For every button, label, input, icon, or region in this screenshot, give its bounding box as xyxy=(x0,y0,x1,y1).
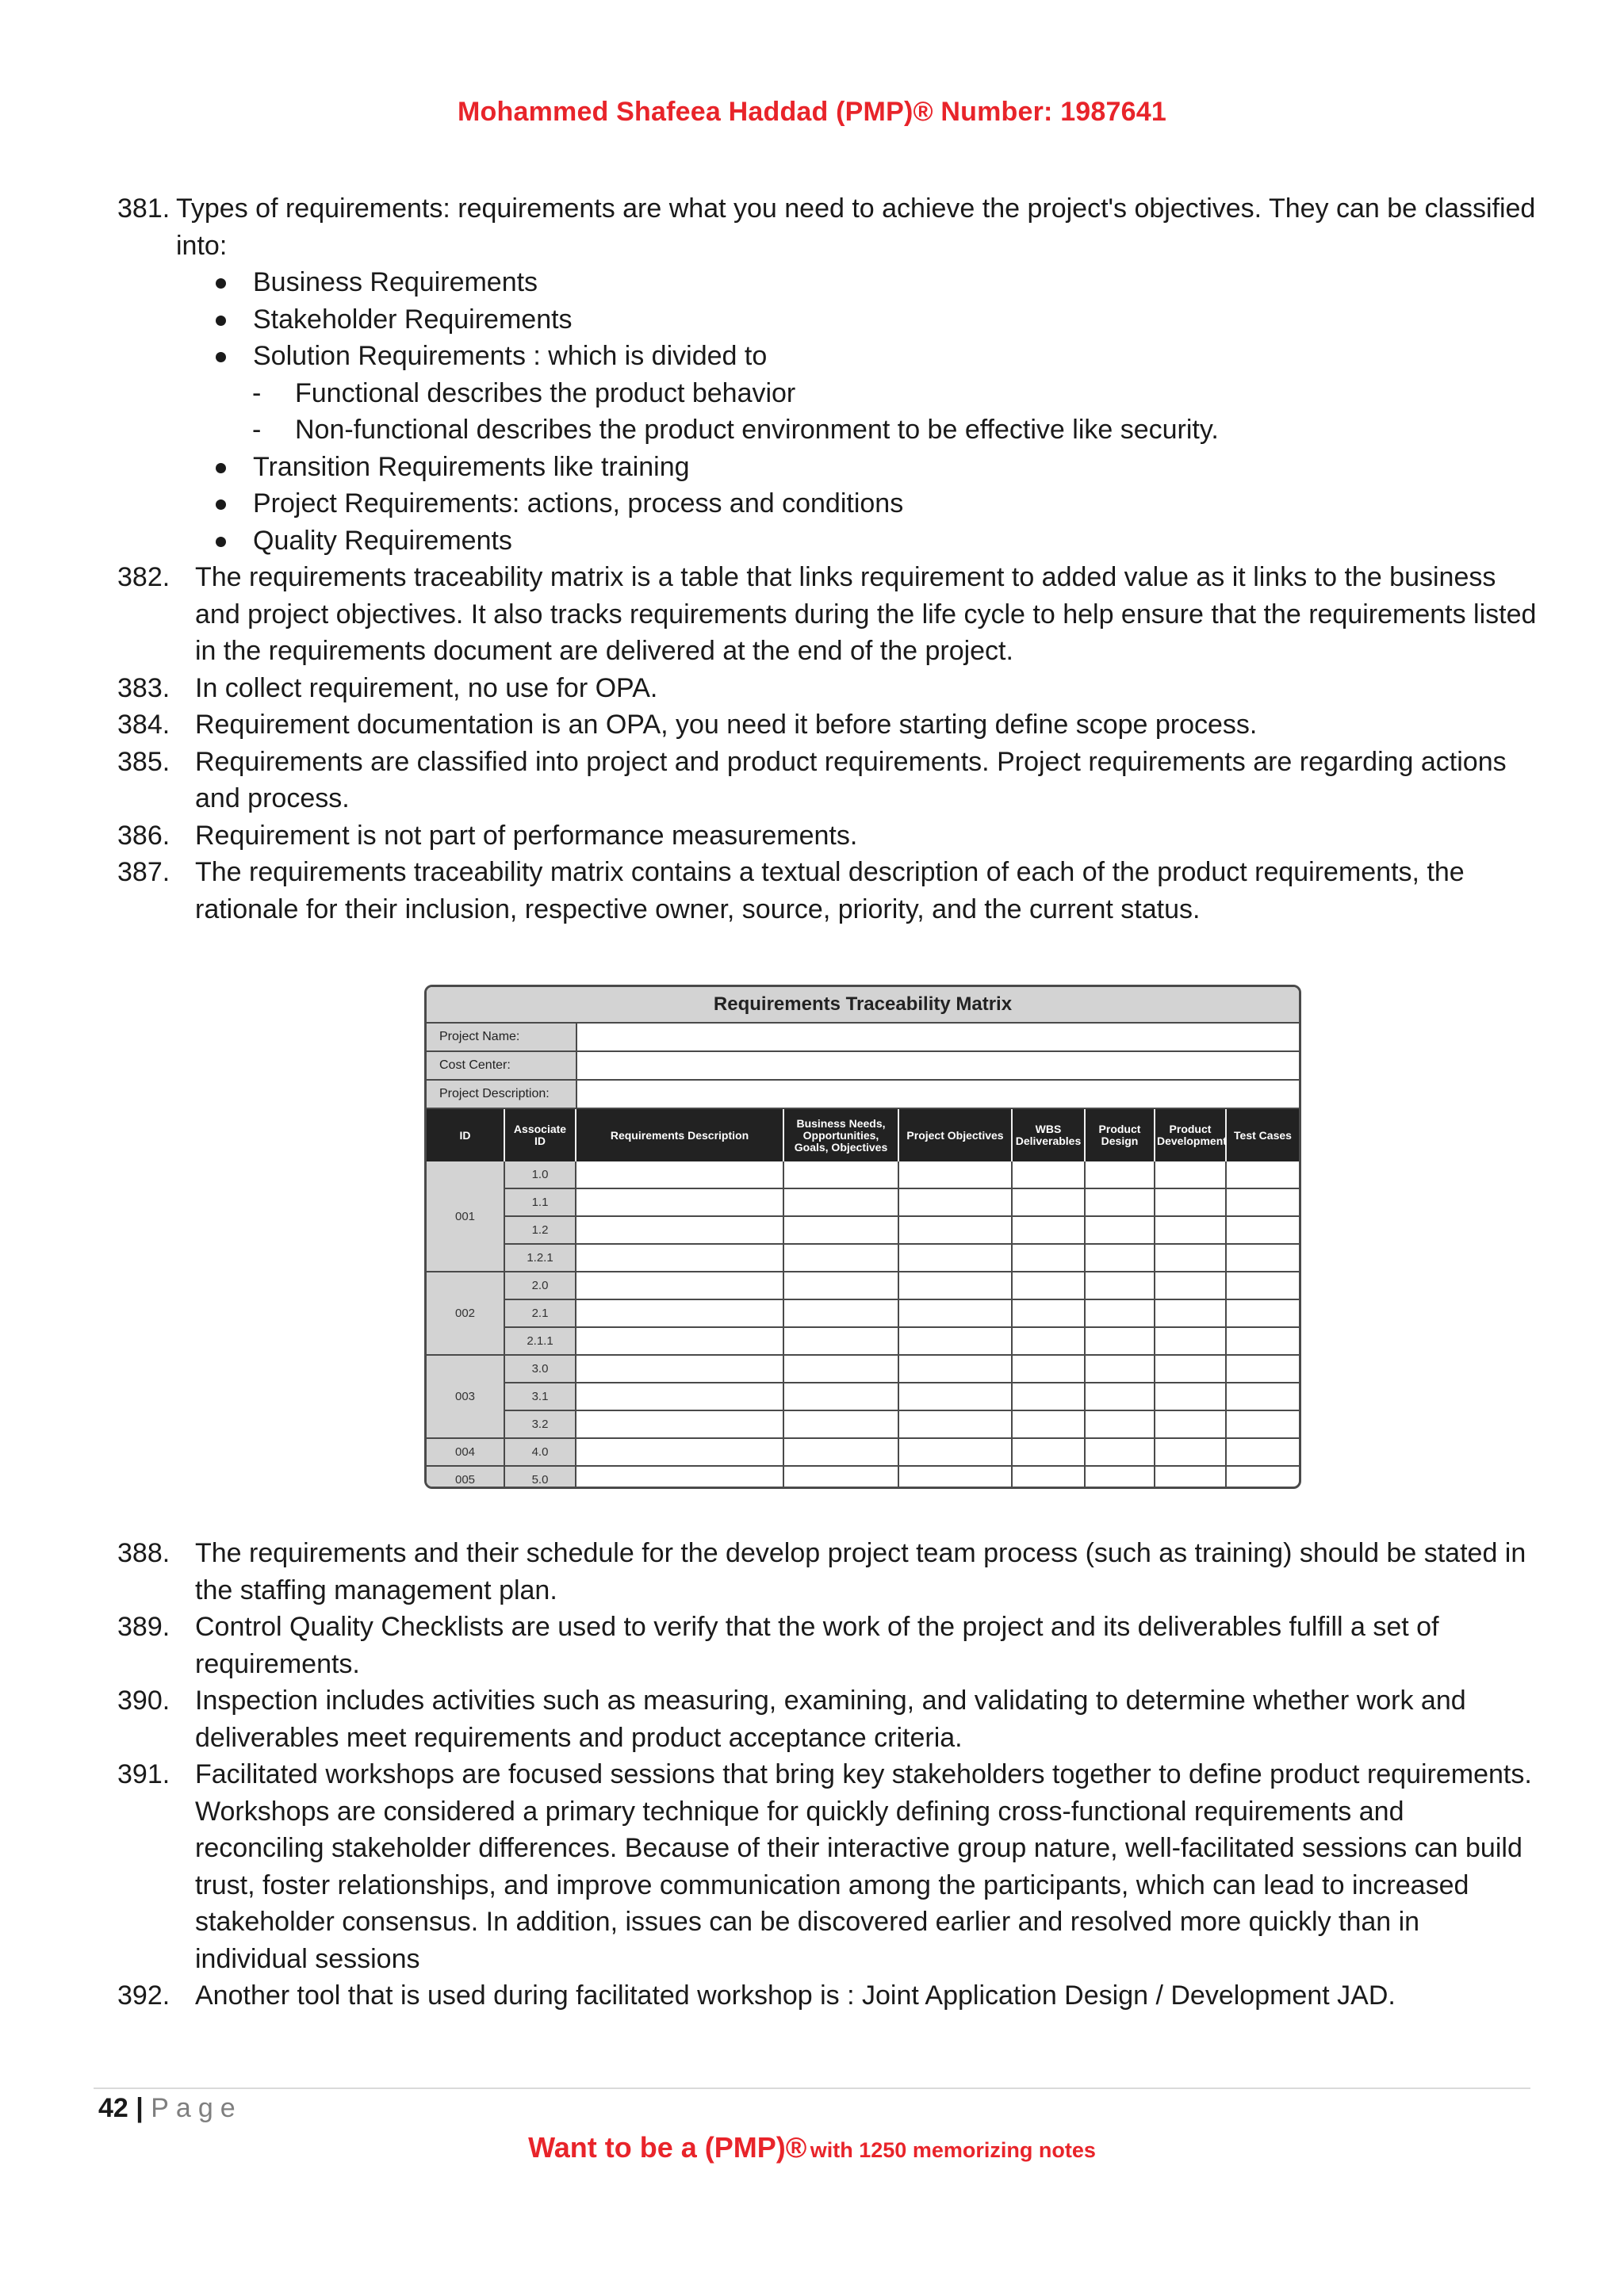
meta-value xyxy=(577,1052,1299,1079)
note-text: Requirement documentation is an OPA, you need it before starting define scope process. xyxy=(195,710,1258,740)
list-item: Transition Requirements like training xyxy=(117,449,1537,486)
associate-id-cell: 1.2.1 xyxy=(504,1244,576,1272)
note-number: 387. xyxy=(117,857,170,887)
matrix-header-row xyxy=(427,1109,1299,1161)
meta-label: Cost Center: xyxy=(427,1052,577,1079)
table-row xyxy=(427,1161,1299,1188)
note-text: The requirements traceability matrix contains a textual description of each of the product requirements, the rationale for their inclusion, respective owner, source, priority, and the current status. xyxy=(195,857,1465,924)
footer-divider xyxy=(94,2087,1530,2089)
footer-note-sub: with 1250 memorizing notes xyxy=(810,2138,1096,2162)
note-text: The requirements and their schedule for the develop project team process (such as training) should be stated in the staffing management plan. xyxy=(195,1538,1526,1605)
meta-row-cost-center xyxy=(427,1052,1299,1081)
table-row xyxy=(427,1355,1299,1383)
list-item: Project Requirements: actions, process and conditions xyxy=(117,485,1537,522)
note-item xyxy=(117,817,1537,855)
group-id-cell: 001 xyxy=(427,1161,504,1272)
note-item xyxy=(117,670,1537,707)
footer-note-main: Want to be a (PMP)® xyxy=(528,2131,807,2164)
associate-id-cell: 1.1 xyxy=(504,1188,576,1216)
group-id-cell: 005 xyxy=(427,1466,504,1489)
page-header: Mohammed Shafeea Haddad (PMP)® Number: 1987641 xyxy=(458,97,1166,127)
note-item xyxy=(117,1535,1537,1609)
associate-id-cell: 3.2 xyxy=(504,1410,576,1438)
table-row xyxy=(427,1383,1299,1410)
table-row xyxy=(427,1466,1299,1489)
table-row xyxy=(427,1216,1299,1244)
note-item xyxy=(117,1977,1537,2015)
table-row xyxy=(427,1244,1299,1272)
table-row xyxy=(427,1438,1299,1466)
associate-id-cell: 5.0 xyxy=(504,1466,576,1489)
solution-requirements-sublist xyxy=(117,375,1537,449)
matrix-table xyxy=(427,1109,1299,1489)
footer-note xyxy=(0,2131,1624,2164)
col-header-product-design: Product Design xyxy=(1085,1109,1155,1161)
page-number xyxy=(98,2093,243,2124)
note-item xyxy=(117,744,1537,817)
table-row xyxy=(427,1327,1299,1355)
page-label: Page xyxy=(151,2093,243,2123)
col-header-product-development: Product Development xyxy=(1155,1109,1226,1161)
associate-id-cell: 1.2 xyxy=(504,1216,576,1244)
note-number: 389. xyxy=(117,1612,170,1642)
note-number: 392. xyxy=(117,1980,170,2011)
meta-label: Project Name: xyxy=(427,1024,577,1050)
notes-bottom xyxy=(117,1535,1537,2015)
note-number: 384. xyxy=(117,710,170,740)
meta-value xyxy=(577,1081,1299,1108)
note-number: 381. xyxy=(117,193,170,224)
note-text: Requirement is not part of performance measurements. xyxy=(195,820,858,851)
requirement-types-list xyxy=(117,264,1537,375)
matrix-title: Requirements Traceability Matrix xyxy=(427,987,1299,1024)
associate-id-cell: 3.1 xyxy=(504,1383,576,1410)
note-number: 388. xyxy=(117,1538,170,1568)
note-text: The requirements traceability matrix is a table that links requirement to added value as it links to the business and project objectives. It also tracks requirements during the life cycle to help ensure that the requirements listed in the requirements document are delivered at the end of the project. xyxy=(195,562,1537,666)
note-item xyxy=(117,559,1537,670)
list-item: Stakeholder Requirements xyxy=(117,301,1537,339)
col-header-requirements-description: Requirements Description xyxy=(576,1109,783,1161)
note-text: Types of requirements: requirements are what you need to achieve the project's objectives. They can be classified into: xyxy=(176,193,1536,261)
note-number: 391. xyxy=(117,1759,170,1789)
table-row xyxy=(427,1272,1299,1299)
note-item xyxy=(117,1609,1537,1682)
note-item xyxy=(117,854,1537,928)
col-header-test-cases: Test Cases xyxy=(1226,1109,1299,1161)
note-item xyxy=(117,1682,1537,1756)
note-text: Another tool that is used during facilitated workshop is : Joint Application Design / Development JAD. xyxy=(195,1980,1396,2011)
requirements-traceability-matrix xyxy=(424,985,1301,1489)
associate-id-cell: 2.0 xyxy=(504,1272,576,1299)
col-header-id: ID xyxy=(427,1109,504,1161)
note-text: Requirements are classified into project and product requirements. Project requirements are regarding actions and process. xyxy=(195,746,1507,813)
table-row xyxy=(427,1410,1299,1438)
list-item: Quality Requirements xyxy=(117,522,1537,560)
associate-id-cell: 1.0 xyxy=(504,1161,576,1188)
col-header-project-objectives: Project Objectives xyxy=(898,1109,1012,1161)
sub-list-item: - Functional describes the product behavior xyxy=(117,375,1537,412)
list-item: Solution Requirements : which is divided to xyxy=(117,338,1537,375)
note-item xyxy=(117,706,1537,744)
col-header-wbs-deliverables: WBS Deliverables xyxy=(1012,1109,1085,1161)
associate-id-cell: 3.0 xyxy=(504,1355,576,1383)
meta-row-project-description xyxy=(427,1081,1299,1109)
table-row xyxy=(427,1299,1299,1327)
table-row xyxy=(427,1188,1299,1216)
group-id-cell: 004 xyxy=(427,1438,504,1466)
associate-id-cell: 4.0 xyxy=(504,1438,576,1466)
note-text: Facilitated workshops are focused sessions that bring key stakeholders together to define product requirements. Workshops are considered a primary technique for quickly defining cross-functional requirements and reconciling stakeholder differences. Because of their interactive group nature, well-facilitated sessions can build trust, foster relationships, and improve communication among the participants, which can lead to increased stakeholder consensus. In addition, issues can be discovered earlier and resolved more quickly than in individual sessions xyxy=(195,1759,1532,1974)
notes-top xyxy=(117,190,1537,928)
requirement-types-list-cont xyxy=(117,449,1537,560)
note-number: 383. xyxy=(117,672,170,703)
list-item: Business Requirements xyxy=(117,264,1537,301)
meta-row-project-name xyxy=(427,1024,1299,1052)
col-header-business-needs: Business Needs, Opportunities, Goals, Objectives xyxy=(783,1109,898,1161)
note-text: Control Quality Checklists are used to verify that the work of the project and its deliverables fulfill a set of requirements. xyxy=(195,1612,1439,1679)
group-id-cell: 002 xyxy=(427,1272,504,1355)
col-header-associate-id: Associate ID xyxy=(504,1109,576,1161)
note-text: In collect requirement, no use for OPA. xyxy=(195,672,658,703)
associate-id-cell: 2.1.1 xyxy=(504,1327,576,1355)
note-number: 386. xyxy=(117,820,170,851)
note-text: Inspection includes activities such as measuring, examining, and validating to determine whether work and deliverables meet requirements and product acceptance criteria. xyxy=(195,1686,1466,1753)
meta-label: Project Description: xyxy=(427,1081,577,1108)
page-number-value: 42 xyxy=(98,2093,128,2123)
sub-list-item: - Non-functional describes the product environment to be effective like security. xyxy=(117,411,1537,449)
page-number-separator: | xyxy=(136,2093,144,2123)
note-item xyxy=(117,190,1537,264)
meta-value xyxy=(577,1024,1299,1050)
note-item xyxy=(117,1756,1537,1977)
note-number: 390. xyxy=(117,1686,170,1716)
note-number: 385. xyxy=(117,746,170,777)
associate-id-cell: 2.1 xyxy=(504,1299,576,1327)
group-id-cell: 003 xyxy=(427,1355,504,1438)
note-number: 382. xyxy=(117,562,170,592)
